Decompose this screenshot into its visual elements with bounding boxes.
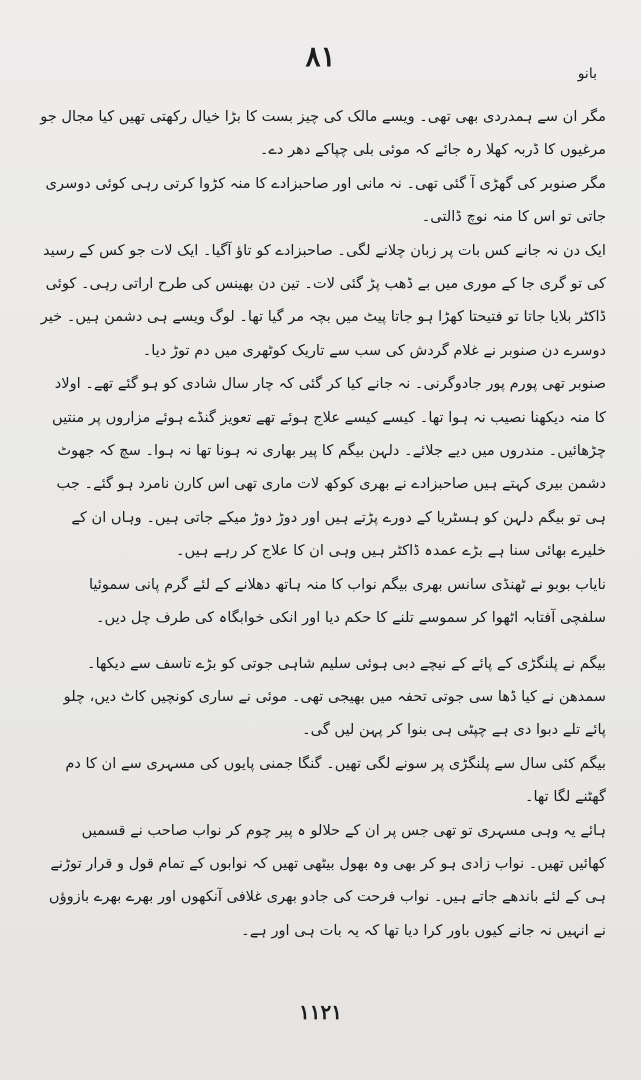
- paragraph: بیگم کئی سال سے پلنگڑی پر سونے لگی تھیں۔ گنگا جمنی پایوں کی مسہری سے ان کا دم گھٹنے لگا تھا۔: [65, 754, 606, 806]
- paragraph: مگر ان سے ہمدردی بھی تھی۔ ویسے مالک کی چیز بست کا بڑا خیال رکھتی تھیں کیا مجال جو مرغیوں کا ڈربہ کھلا رہ جائے کہ موئی بلی چپاکے دھر دے۔: [40, 108, 606, 159]
- running-head: بانو: [577, 66, 597, 82]
- paragraph: ہائے یہ وہی مسہری تو تھی جس پر ان کے حلالو ہ پیر چوم کر نواب صاحب نے قسمیں کھائیں تھیں۔ نواب زادی ہو کر بھی وہ بھول بیٹھی تھیں کہ نوابوں کے تمام قول و قرار توڑنے ہی کے لئے باندھے جاتے ہیں۔ نواب فرحت کی جادو بھری غلافی آنکھوں اور بھرے بھرے بازوؤں نے انہیں نہ جانے کیوں باور کرا دیا تھا کہ یہ بات ہی اور ہے۔: [48, 821, 606, 939]
- page-number: ۸۱: [305, 40, 336, 73]
- paragraph: بیگم نے پلنگڑی کے پائے کے نیچے دبی ہوئی سلیم شاہی جوتی کو بڑے تاسف سے دیکھا۔ سمدھن نے کیا ڈھا سی جوتی تحفہ میں بھیجی تھی۔ موئی نے ساری کونچیں کاٹ دیں، چلو پائے تلے دبوا دی ہے چپٹی ہی بنوا کر پہن لیں گی۔: [63, 654, 606, 739]
- paragraph: نایاب بوبو نے ٹھنڈی سانس بھری بیگم نواب کا منہ ہاتھ دھلانے کے لئے گرم پانی سموئیا سلفچی آفتابہ اٹھوا کر سموسے تلنے کا حکم دیا اور انکی خوابگاہ کی طرف چل دیں۔: [88, 575, 606, 627]
- paragraph: صنوبر تھی پورم پور جادوگرنی۔ نہ جانے کیا کر گئی کہ چار سال شادی کو ہو گئے تھے۔ اولاد کا منہ دیکھنا نصیب نہ ہوا تھا۔ کیسے کیسے علاج ہوئے تھے تعویز گنڈے ہوئے مزاروں پر منتیں چڑھائیں۔ مندروں میں دیے جلائے۔ دلہن بیگم کا پیر بھاری نہ ہونا تھا نہ ہوا۔ سچ کہ جھوٹ دشمن بیری کہتے ہیں صاحبزادے نے بھری کوکھ لات ماری تھی اس کارن نامرد ہو گئے۔ جب ہی تو بیگم دلہن کو ہسٹریا کے دورے پڑتے ہیں اور دوڑ دوڑ میکے جاتی ہیں۔ وہاں ان کے خلیرے بھائی سنا ہے بڑے عمدہ ڈاکٹر ہیں وہی ان کا علاج کر رہے ہیں۔: [52, 375, 606, 560]
- body-text: [40, 100, 606, 947]
- footer-number: ۱۱۲۱: [299, 1000, 342, 1024]
- paragraph: مگر صنوبر کی گھڑی آ گئی تھی۔ نہ مانی اور صاحبزادے کا منہ کڑوا کرتی رہی کوئی دوسری جاتی تو اس کا منہ نوچ ڈالتی۔: [45, 174, 606, 226]
- paragraph: ایک دن نہ جانے کس بات پر زبان چلانے لگی۔ صاحبزادے کو تاؤ آگیا۔ ایک لات جو کس کے رسید کی تو گری جا کے موری میں بے ڈھب پڑ گئی لات۔ تین دن بھینس کی طرح اراتی رہی۔ کوئی ڈاکٹر بلایا جاتا تو فتیحتا کھڑا ہو جاتا پیٹ میں بچہ مر گیا تھا۔ لوگ ویسے ہی دشمن ہیں۔ خیر دوسرے دن صنوبر نے غلام گردش کی سب سے تاریک کوٹھری میں دم توڑ دیا۔: [40, 241, 606, 359]
